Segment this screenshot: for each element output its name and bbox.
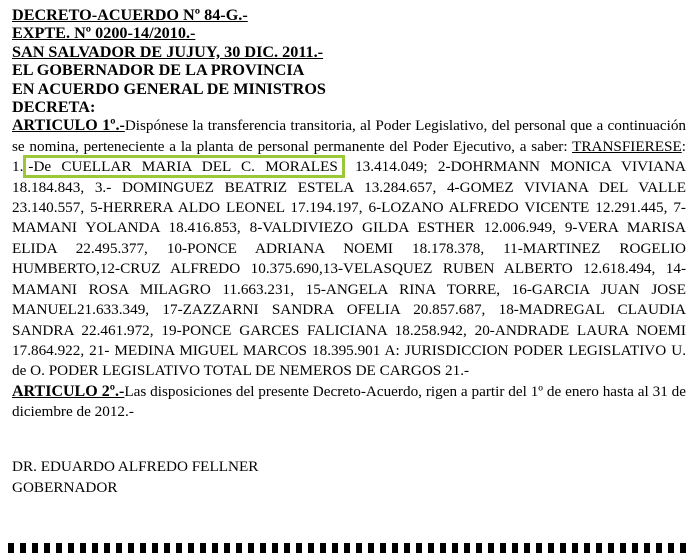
article-1-connector: : 1. bbox=[12, 137, 686, 176]
file-number: EXPTE. Nº 0200-14/2010.- bbox=[12, 24, 196, 43]
article-1-label: ARTICULO 1º.- bbox=[12, 117, 125, 135]
signature-name: DR. EDUARDO ALFREDO FELLNER bbox=[12, 457, 259, 475]
place-date: SAN SALVADOR DE JUJUY, 30 DIC. 2011.- bbox=[12, 42, 324, 61]
decree-document bbox=[12, 6, 686, 498]
article-2-text: Las disposiciones del presente Decreto-Acuerdo, rigen a partir del 1º de enero hasta al 31 de diciembre de 2012.- bbox=[12, 382, 686, 421]
article-1-intro: Dispónese la transferencia transitoria, al Poder Legislativo, del personal que a continuación se nomina, perteneciente a la planta de personal permanente del Poder Ejecutivo, a saber: bbox=[12, 117, 687, 155]
issuer-line: EL GOBERNADOR DE LA PROVINCIA bbox=[12, 61, 305, 80]
decree-number: DECRETO-ACUERDO Nº 84-G.- bbox=[12, 6, 248, 24]
spacer bbox=[12, 423, 686, 456]
article-2-label: ARTICULO 2º.- bbox=[12, 382, 125, 400]
article-1-list: 13.414.049; 2-DOHRMANN MONICA VIVIANA 18.184.843, 3.- DOMINGUEZ BEATRIZ ESTELA 13.284.657, 4-GOMEZ VIVIANA DEL VALLE 23.140.557, 5-HERRERA ALDO LEONEL 17.194.197, 6-LOZANO ALFREDO VICENTE 12.291.445, 7-MAMANI YOLANDA 18.416.853, 8-VALDIVIEZO GILDA ESTHER 12.006.949, 9-VERA MARISA ELIDA 22.495.377, 10-PONCE ADRIANA NOEMI 18.178.378, 11-MARTINEZ ROGELIO HUMBERTO,12-CRUZ ALFREDO 10.375.690,13-VELASQUEZ RUBEN ALBERTO 12.618.494, 14-MAMANI ROSA MILAGRO 11.663.231, 15-ANGELA RINA TORRE, 16-GARCIA JUAN JOSE MANUEL21.633.349, 17-ZAZZARNI SANDRA OFELIA 20.857.687, 18-MADREGAL CLAUDIA SANDRA 22.461.972, 19-PONCE GARCES FALICIANA 18.258.942, 20-ANDRADE LAURA NOEMI 17.864.922, 21- MEDINA MIGUEL MARCOS 18.395.901 A: JURISDICCION PODER LEGISLATIVO U. de O. PODER LEGISLATIVO TOTAL DE NEMEROS DE CARGOS 21.- bbox=[12, 158, 687, 380]
transfierese-word: TRANSFIERESE bbox=[572, 137, 682, 155]
article-2 bbox=[12, 382, 686, 423]
highlighted-name: -De CUELLAR MARIA DEL C. MORALES bbox=[23, 155, 344, 178]
article-1 bbox=[12, 116, 686, 381]
page-edge-divider bbox=[8, 543, 690, 553]
agreement-line: EN ACUERDO GENERAL DE MINISTROS bbox=[12, 79, 326, 98]
decreta-line: DECRETA: bbox=[12, 98, 96, 117]
signature-title: GOBERNADOR bbox=[12, 478, 118, 496]
